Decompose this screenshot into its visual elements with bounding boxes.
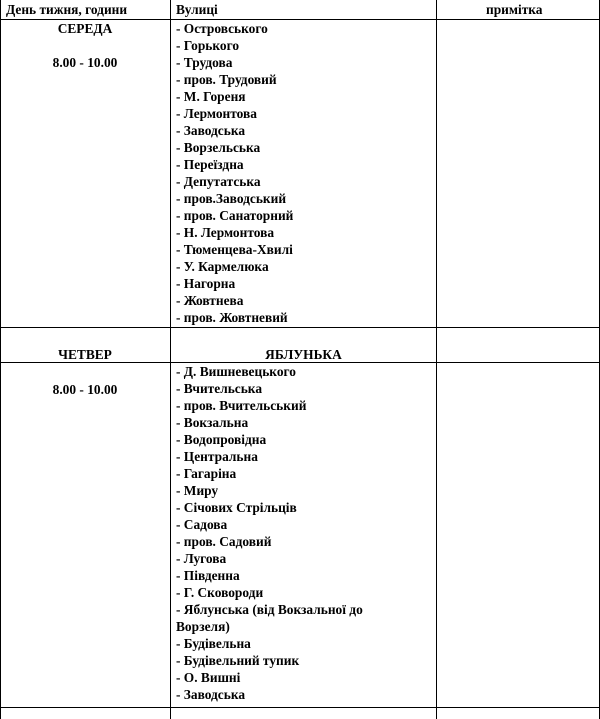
list-item: - Водопровідна bbox=[176, 432, 267, 447]
list-item: - Січових Стрільців bbox=[176, 500, 297, 515]
list-item: - пров. Трудовий bbox=[176, 72, 277, 87]
list-item: - Лугова bbox=[176, 551, 227, 566]
list-item: - пров. Вчительський bbox=[176, 398, 307, 413]
header-note: примітка bbox=[486, 2, 543, 17]
street-list-thursday bbox=[176, 363, 408, 703]
list-item: - Нагорна bbox=[176, 276, 236, 291]
list-item: - Трудова bbox=[176, 55, 233, 70]
hours-thursday: 8.00 - 10.00 bbox=[52, 382, 118, 397]
list-item: - Вокзальна bbox=[176, 415, 249, 430]
list-item: - М. Гореня bbox=[176, 89, 246, 104]
list-item: - Будівельна bbox=[176, 636, 251, 651]
list-item: - Ворзельська bbox=[176, 140, 261, 155]
list-item: - Південна bbox=[176, 568, 240, 583]
list-item: - Переїздна bbox=[176, 157, 244, 172]
list-item: - Горького bbox=[176, 38, 240, 53]
list-item: - Н. Лермонтова bbox=[176, 225, 275, 240]
list-item: - У. Кармелюка bbox=[176, 259, 269, 274]
list-item: - О. Вишні bbox=[176, 670, 241, 685]
list-item: - Лермонтова bbox=[176, 106, 257, 121]
day-thursday: ЧЕТВЕР bbox=[58, 347, 112, 362]
list-item: - пров. Жовтневий bbox=[176, 310, 288, 325]
hours-wednesday: 8.00 - 10.00 bbox=[52, 55, 118, 70]
list-item: - пров. Санаторний bbox=[176, 208, 294, 223]
list-item: - Жовтнева bbox=[176, 293, 244, 308]
list-item: - Вчительська bbox=[176, 381, 263, 396]
list-item: - Будівельний тупик bbox=[176, 653, 300, 668]
table-divider-streets-note bbox=[436, 0, 437, 719]
list-item: - Гагаріна bbox=[176, 466, 237, 481]
list-item: - пров.Заводський bbox=[176, 191, 287, 206]
day-wednesday: СЕРЕДА bbox=[57, 21, 113, 36]
header-streets: Вулиці bbox=[176, 2, 218, 17]
list-item: - Центральна bbox=[176, 449, 258, 464]
street-list-wednesday bbox=[176, 20, 293, 326]
list-item: - Тюменцева-Хвилі bbox=[176, 242, 293, 257]
row-border-1 bbox=[0, 327, 600, 328]
list-item: - Заводська bbox=[176, 687, 246, 702]
header-day-hours: День тижня, години bbox=[6, 2, 128, 17]
list-item: - Д. Вишневецького bbox=[176, 364, 296, 379]
row-border-3 bbox=[0, 707, 600, 708]
list-item: - Островського bbox=[176, 21, 268, 36]
list-item: - Яблунська (від Вокзальної до Ворзеля) bbox=[176, 602, 363, 634]
list-item: - Г. Сковороди bbox=[176, 585, 264, 600]
list-item: - Миру bbox=[176, 483, 219, 498]
list-item: - Садова bbox=[176, 517, 228, 532]
list-item: - Депутатська bbox=[176, 174, 261, 189]
list-item: - Заводська bbox=[176, 123, 246, 138]
village-name: ЯБЛУНЬКА bbox=[265, 347, 342, 362]
list-item: - пров. Садовий bbox=[176, 534, 272, 549]
